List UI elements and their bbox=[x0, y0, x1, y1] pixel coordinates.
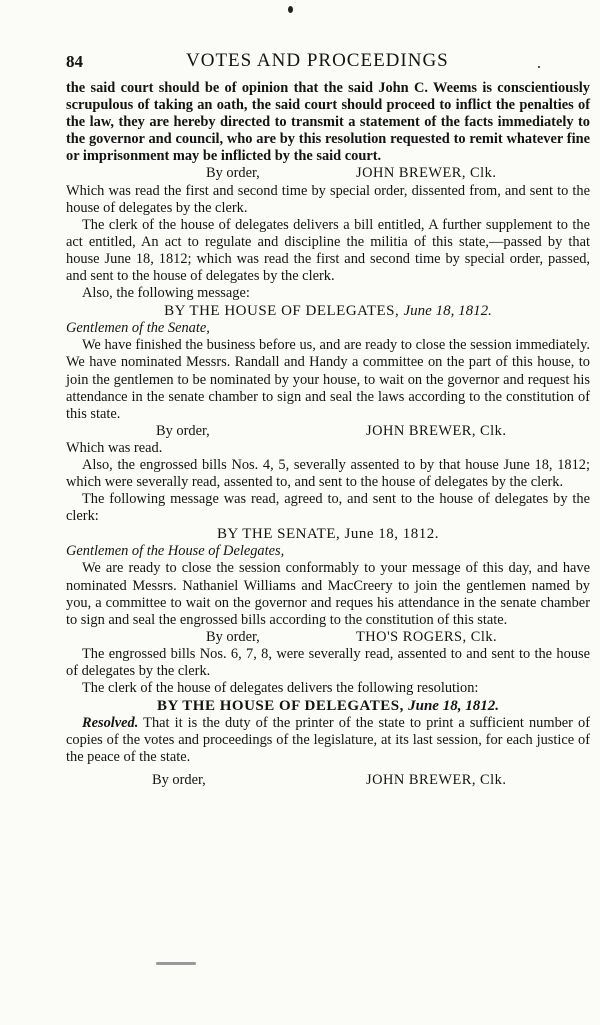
document-page bbox=[66, 48, 590, 790]
paragraph: The following message was read, agreed to, and sent to the house of delegates by the clerk: bbox=[66, 491, 590, 525]
by-order-label: By order, bbox=[156, 422, 210, 439]
heading-date: June 18, 1812. bbox=[403, 303, 492, 320]
paragraph: The engrossed bills Nos. 6, 7, 8, were severally read, assented to and sent to the house of delegates by the clerk. bbox=[66, 645, 590, 679]
signature-line bbox=[66, 772, 590, 789]
paragraph: The clerk of the house of delegates delivers a bill entitled, A further supplement to the act entitled, An act to regulate and discipline the militia of this state,—passed by that house June 18, 1812; which was read the first and second time by special order, passed, and sent to the house of delegates by the clerk. bbox=[66, 216, 590, 285]
resolution-paragraph bbox=[66, 715, 590, 766]
salutation: Gentlemen of the House of Delegates, bbox=[66, 543, 285, 560]
signature-line bbox=[66, 423, 590, 440]
paragraph: Which was read the first and second time by special order, dissented from, and sent to the house of delegates by the clerk. bbox=[66, 182, 590, 216]
by-order-label: By order, bbox=[152, 772, 206, 789]
message-body: We are ready to close the session conformably to your message of this day, and have nominated Messrs. Nathaniel Williams and MacCreery to join the gentlemen named by you, a committee to wait on the governor and reques his attendance in the senate chamber to sign and seal the engrossed bills according to the constitution of this state. bbox=[66, 560, 590, 628]
paragraph: Which was read. bbox=[66, 439, 163, 456]
message-heading bbox=[66, 302, 590, 320]
heading-text: BY THE HOUSE OF DELEGATES, bbox=[157, 698, 404, 715]
clerk-signature: JOHN BREWER, Clk. bbox=[366, 422, 507, 439]
ink-speck bbox=[156, 962, 196, 965]
salutation: Gentlemen of the Senate, bbox=[66, 320, 210, 337]
by-order-label: By order, bbox=[206, 165, 260, 182]
signature-line bbox=[66, 629, 590, 646]
page-number: 84 bbox=[66, 52, 83, 71]
message-heading bbox=[66, 697, 590, 715]
running-title: VOTES AND PROCEEDINGS bbox=[186, 50, 449, 71]
paragraph-resolution-continuation: the said court should be of opinion that the said John C. Weems is conscientiously scrupulous of taking an oath, the said court should proceed to inflict the penalties of the law, they are hereby directed to transmit a statement of the facts immediately to the governor and council, who are by this resolution requested to remit whatever fine or imprisonment may be inflicted by the said court. bbox=[66, 80, 590, 165]
signature-line bbox=[66, 165, 590, 182]
paragraph: Also, the following message: bbox=[82, 285, 250, 302]
clerk-signature: JOHN BREWER, Clk. bbox=[356, 165, 497, 182]
paragraph: Also, the engrossed bills Nos. 4, 5, severally assented to by that house June 18, 1812; which were severally read, assented to, and sent to the house of delegates by the clerk. bbox=[66, 456, 590, 491]
clerk-signature: JOHN BREWER, Clk. bbox=[366, 772, 507, 789]
resolved-label: Resolved. bbox=[82, 715, 139, 732]
message-heading: BY THE SENATE, June 18, 1812. bbox=[217, 526, 439, 543]
clerk-signature: THO'S ROGERS, Clk. bbox=[356, 628, 498, 645]
heading-text: BY THE HOUSE OF DELEGATES, bbox=[164, 303, 400, 320]
by-order-label: By order, bbox=[206, 628, 260, 645]
page-header bbox=[66, 48, 590, 80]
paragraph: The clerk of the house of delegates delivers the following resolution: bbox=[82, 680, 479, 697]
resolution-text: That it is the duty of the printer of the state to print a sufficient number of copies of the votes and proceedings of the legislature, at its last session, for each justice of the peace of the state. bbox=[66, 715, 590, 766]
message-body: We have finished the business before us, and are ready to close the session immediately. We have nominated Messrs. Randall and Handy a committee on the part of this house, to join the gentlemen to be nominated by your house, to wait on the governor and request his attendance in the senate chamber to sign and seal the laws according to the constitution of this state. bbox=[66, 337, 590, 422]
heading-date: June 18, 1812. bbox=[408, 698, 499, 715]
ink-speck bbox=[288, 6, 293, 13]
